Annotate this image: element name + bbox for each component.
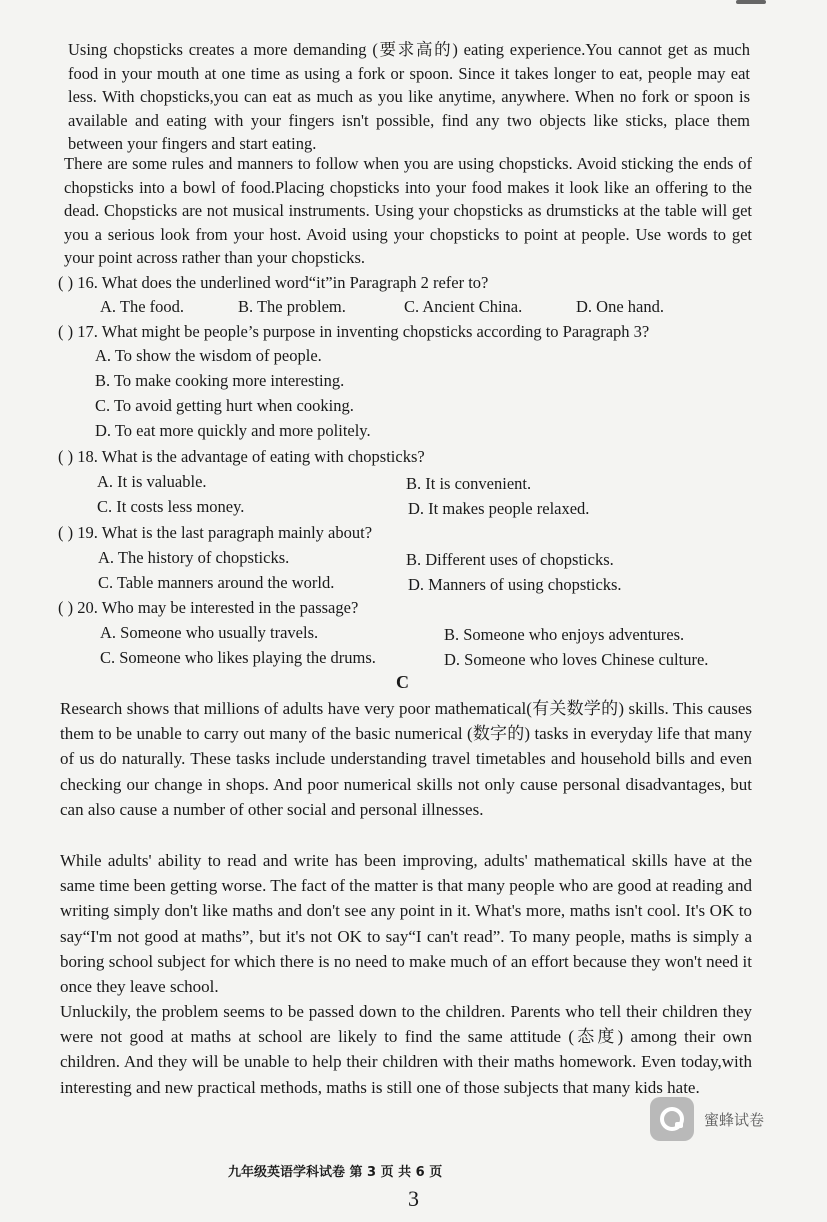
question-16-option-c: C. Ancient China. bbox=[404, 297, 523, 316]
question-17-option-c: C. To avoid getting hurt when cooking. bbox=[95, 396, 354, 415]
question-18-option-a: A. It is valuable. bbox=[97, 472, 207, 491]
question-18-option-b: B. It is convenient. bbox=[406, 474, 532, 493]
question-20-option-b: B. Someone who enjoys adventures. bbox=[444, 625, 685, 644]
question-20-option-a: A. Someone who usually travels. bbox=[100, 623, 319, 642]
question-18-stem: ( ) 18. What is the advantage of eating with chopsticks? bbox=[58, 447, 425, 466]
watermark-text: 蜜蜂试卷 bbox=[704, 1110, 765, 1129]
question-16-option-a: A. The food. bbox=[100, 297, 185, 316]
question-20-stem: ( ) 20. Who may be interested in the passage? bbox=[58, 598, 359, 617]
scan-mark bbox=[736, 0, 766, 4]
bee-logo-icon bbox=[650, 1097, 694, 1141]
page-footer: 九年级英语学科试卷 第 3 页 共 6 页 bbox=[228, 1165, 443, 1180]
section-c-paragraph-3: Unluckily, the problem seems to be passed down to the children. Parents who tell their children they were not good at maths at school are likely to find the same attitude (态度) among their own children. And they will be unable to help their children with their maths homework. Even today,with interesting and new practical methods, maths is still one of those subjects that many kids hate. bbox=[60, 1002, 752, 1097]
question-20-option-c: C. Someone who likes playing the drums. bbox=[100, 648, 376, 667]
question-19-option-c: C. Table manners around the world. bbox=[98, 573, 335, 592]
page-number: 3 bbox=[408, 1186, 419, 1211]
passage-b-paragraph-2: There are some rules and manners to follow when you are using chopsticks. Avoid sticking the ends of chopsticks into a bowl of food.Placing chopsticks into your food makes it look like an offering to the dead. Chopsticks are not musical instruments. Using your chopsticks as drumsticks at the table will get you a serious look from your host. Avoid using your chopsticks to point at people. Use words to get your point across rather than your chopsticks. bbox=[64, 154, 752, 268]
question-17-option-b: B. To make cooking more interesting. bbox=[95, 371, 345, 390]
watermark bbox=[650, 1097, 764, 1141]
question-18-option-c: C. It costs less money. bbox=[97, 497, 245, 516]
question-19-stem: ( ) 19. What is the last paragraph mainly about? bbox=[58, 523, 373, 542]
question-17-option-d: D. To eat more quickly and more politely. bbox=[95, 421, 371, 440]
question-16-stem: ( ) 16. What does the underlined word“it”in Paragraph 2 refer to? bbox=[58, 273, 489, 292]
question-17-option-a: A. To show the wisdom of people. bbox=[95, 346, 322, 365]
question-16-option-d: D. One hand. bbox=[576, 297, 664, 316]
question-19-option-b: B. Different uses of chopsticks. bbox=[406, 550, 614, 569]
question-17-stem: ( ) 17. What might be people’s purpose in inventing chopsticks according to Paragraph 3? bbox=[58, 322, 650, 341]
section-c-heading: C bbox=[396, 672, 409, 692]
question-19-option-a: A. The history of chopsticks. bbox=[98, 548, 290, 567]
section-c-paragraph-2: While adults' ability to read and write has been improving, adults' mathematical skills have at the same time been getting worse. The fact of the matter is that many people who are good at reading and writing simply don't like maths and don't see any point in it. What's more, maths isn't cool. It's OK to say“I'm not good at maths”, but it's not OK to say“I can't read”. To many people, maths is simply a boring school subject for which there is no need to make much of an effort because they won't need it once they leave school. bbox=[60, 851, 752, 997]
question-18-option-d: D. It makes people relaxed. bbox=[408, 499, 590, 518]
passage-b-paragraph-1: Using chopsticks creates a more demanding (要求高的) eating experience.You cannot get as much food in your mouth at one time as using a fork or spoon. Since it takes longer to eat, people may eat less. With chopsticks,you can eat as much as you like anytime, anywhere. When no fork or spoon is available and eating with your fingers isn't possible, find any two objects like sticks, place them between your fingers and start eating. bbox=[68, 40, 750, 154]
question-16-option-b: B. The problem. bbox=[238, 297, 346, 316]
question-19-option-d: D. Manners of using chopsticks. bbox=[408, 575, 622, 594]
section-c-paragraph-1: Research shows that millions of adults have very poor mathematical(有关数学的) skills. This causes them to be unable to carry out many of the basic numerical (数字的) tasks in everyday life that many of us do naturally. These tasks include understanding travel timetables and household bills and even checking our change in shops. And poor numerical skills not only cause personal disadvantages, but can also cause a number of other social and personal illnesses. bbox=[60, 699, 752, 819]
question-20-option-d: D. Someone who loves Chinese culture. bbox=[444, 650, 709, 669]
